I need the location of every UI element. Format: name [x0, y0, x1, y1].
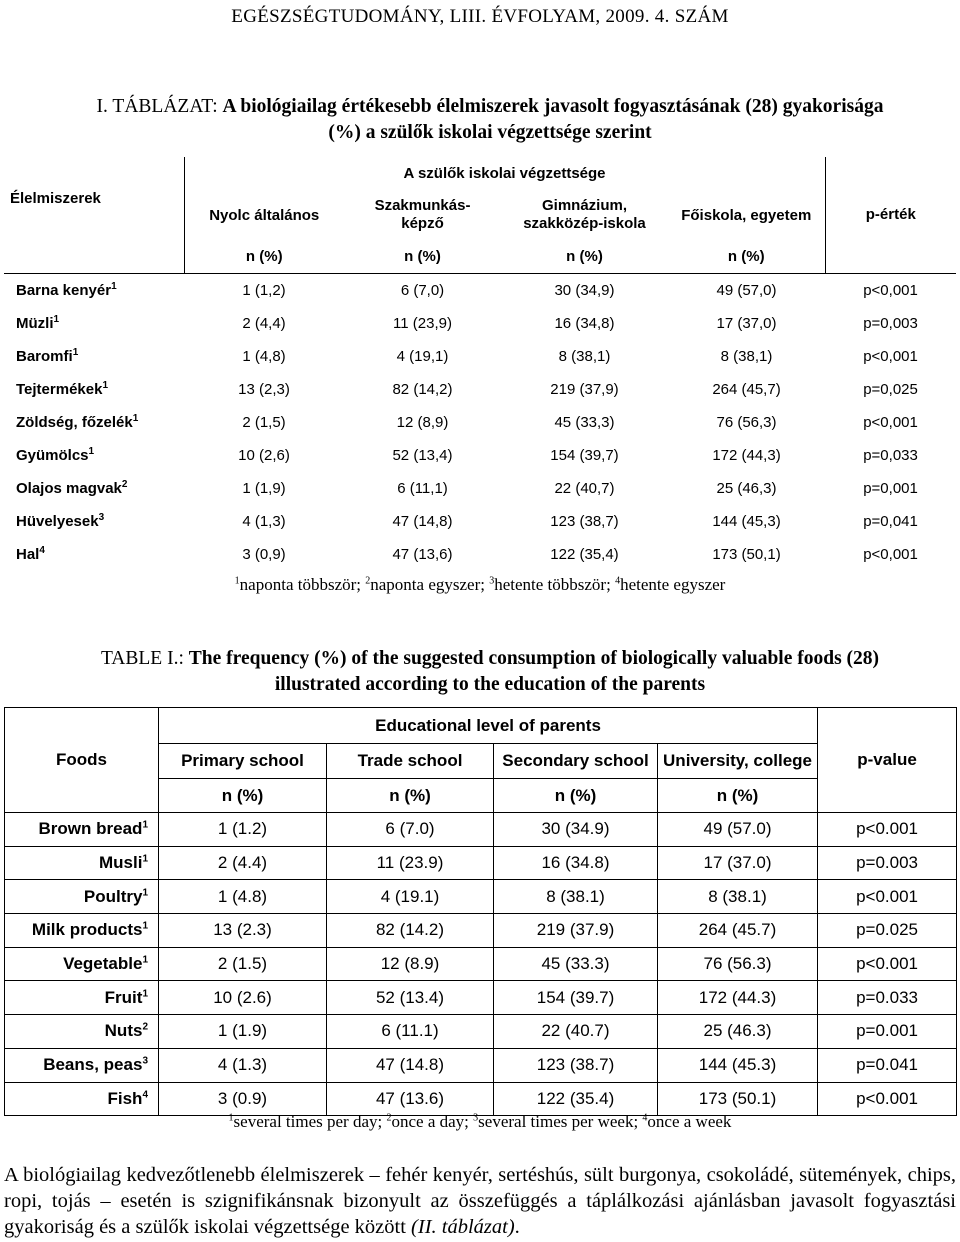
food-name: Brown bread [38, 819, 143, 839]
food-name: Vegetable [63, 954, 143, 974]
food-footnote-mark: 1 [88, 445, 95, 457]
food-footnote-mark: 3 [98, 511, 105, 523]
food-cell [5, 1082, 159, 1116]
table-en-title-line2: illustrated according to the education of the parents [274, 674, 706, 695]
food-name: Musli [98, 853, 143, 873]
value-cell: 173 (50.1) [658, 1082, 818, 1116]
food-footnote-mark: 2 [142, 1021, 148, 1033]
journal-header: EGÉSZSÉGTUDOMÁNY, LIII. ÉVFOLYAM, 2009. 4. SZÁM [231, 6, 729, 27]
table-hu-title-line2: (%) a szülők iskolai végzettsége szerint [328, 122, 652, 143]
value-cell: 264 (45.7) [658, 914, 818, 948]
value-cell: 6 (7,0) [344, 273, 501, 307]
value-cell: 1 (1,2) [184, 273, 344, 307]
food-footnote-mark: 1 [142, 819, 148, 831]
value-cell: 123 (38.7) [494, 1048, 658, 1082]
value-cell: 2 (4,4) [242, 314, 286, 332]
value-cell: 13 (2.3) [159, 914, 327, 948]
value-cell: 122 (35.4) [494, 1082, 658, 1116]
table-en-title-line1: The frequency (%) of the suggested consumption of biologically valuable foods (28) [188, 648, 880, 669]
value-cell: 1 (4,8) [242, 347, 286, 365]
value-cell: 6 (7.0) [327, 813, 494, 847]
food-footnote-mark: 4 [142, 1089, 148, 1101]
table-row [5, 846, 957, 880]
value-cell: 12 (8.9) [327, 947, 494, 981]
value-cell: 17 (37.0) [658, 846, 818, 880]
food-cell [4, 307, 184, 340]
value-cell: 16 (34,8) [554, 314, 615, 332]
table-en-col-food: Foods [5, 708, 159, 813]
table-en-group-header: Educational level of parents [159, 708, 818, 744]
value-cell: 22 (40.7) [494, 1015, 658, 1049]
table-en-title [40, 646, 940, 698]
value-cell: 76 (56.3) [658, 947, 818, 981]
value-cell: 3 (0,9) [242, 545, 286, 563]
food-footnote-mark: 1 [142, 853, 148, 865]
table-row [5, 1048, 957, 1082]
value-cell: 47 (13,6) [392, 545, 453, 563]
table-hu-title [40, 94, 940, 146]
food-footnote-mark: 3 [142, 1055, 148, 1067]
paragraph-text: A biológiailag kedvezőtlenebb élelmiszerek – fehér kenyér, sertéshús, sült burgonya, csokoládé, sütemények, chips, ropi, tojás – esetén is szignifikánsnak bizonyult az összefüggés a táplálkozási ajánlásban javasolt fogyasztási gyakoriság és a szülők iskolai végzettsége között [4, 1164, 956, 1238]
table-row [4, 307, 956, 340]
p-value-cell: p=0.033 [818, 981, 957, 1015]
p-value-cell: p<0,001 [825, 273, 956, 307]
body-paragraph [4, 1162, 956, 1240]
footnote-text: hetente egyszer [620, 575, 726, 594]
table-hu-col3 [501, 190, 668, 240]
value-cell: 144 (45.3) [658, 1048, 818, 1082]
value-cell: 122 (35,4) [550, 545, 619, 563]
value-cell: 154 (39,7) [550, 446, 619, 464]
food-name: Poultry [83, 886, 143, 906]
p-value-cell: p=0.001 [818, 1015, 957, 1049]
food-cell [4, 505, 184, 538]
p-value-cell: p<0,001 [863, 347, 918, 365]
paragraph-end: . [514, 1216, 520, 1238]
food-name: Olajos magvak [16, 479, 122, 497]
food-cell [4, 273, 184, 307]
food-cell [4, 340, 184, 373]
p-value-cell: p=0.041 [818, 1048, 957, 1082]
table-row [4, 439, 956, 472]
table-hu-col2 [344, 190, 501, 240]
p-value-cell: p=0,041 [863, 512, 918, 530]
value-cell: 2 (1.5) [159, 947, 327, 981]
table-hu-unit-1: n (%) [245, 247, 283, 265]
food-footnote-mark: 1 [142, 954, 148, 966]
table-hu-col3-line2: szakközép-iskola [523, 215, 646, 232]
p-value-cell: p<0,001 [863, 413, 918, 431]
p-value-cell: p<0.001 [818, 1082, 957, 1116]
table-row [4, 340, 956, 373]
food-cell [4, 439, 184, 472]
value-cell: 1 (1.9) [159, 1015, 327, 1049]
value-cell: 10 (2,6) [238, 446, 290, 464]
table-hu-col2-line1: Szakmunkás- [374, 197, 471, 214]
p-value-cell: p=0.025 [818, 914, 957, 948]
value-cell: 172 (44.3) [658, 981, 818, 1015]
table-hu-unit-3: n (%) [566, 247, 603, 265]
table-hu-unit-2: n (%) [404, 247, 441, 265]
value-cell: 2 (4.4) [159, 846, 327, 880]
food-cell [5, 914, 159, 948]
table-hu [4, 157, 956, 571]
value-cell: 219 (37,9) [550, 380, 619, 398]
table-row [4, 538, 956, 571]
food-cell [5, 846, 159, 880]
paragraph-table-reference: (II. táblázat) [411, 1216, 515, 1238]
food-name: Beans, peas [43, 1055, 143, 1075]
food-footnote-mark: 4 [39, 544, 45, 556]
table-row [5, 880, 957, 914]
food-cell [5, 947, 159, 981]
food-cell [5, 1015, 159, 1049]
value-cell: 49 (57.0) [658, 813, 818, 847]
value-cell: 4 (1,3) [242, 512, 286, 530]
p-value-cell: p=0,025 [863, 380, 918, 398]
value-cell: 6 (11.1) [327, 1015, 494, 1049]
table-hu-unit-4: n (%) [727, 247, 765, 265]
table-row [5, 947, 957, 981]
food-footnote-mark: 1 [111, 280, 117, 292]
table-hu-footnote [0, 575, 960, 595]
footnote-sup: 1 [234, 575, 240, 587]
footnote-sup: 4 [642, 1112, 648, 1124]
footnote-sup: 3 [489, 575, 495, 587]
value-cell: 2 (1,5) [242, 413, 286, 431]
food-cell [5, 981, 159, 1015]
table-row [5, 914, 957, 948]
value-cell: 8 (38.1) [494, 880, 658, 914]
food-name: Barna kenyér [16, 281, 112, 299]
value-cell: 49 (57,0) [668, 273, 825, 307]
p-value-cell: p=0,003 [863, 314, 918, 332]
value-cell: 173 (50,1) [712, 545, 781, 563]
food-name: Hal [16, 545, 40, 563]
value-cell: 45 (33,3) [554, 413, 615, 431]
food-name: Müzli [16, 314, 54, 332]
food-footnote-mark: 1 [132, 412, 139, 424]
footnote-sup: 3 [473, 1112, 479, 1124]
food-cell [5, 813, 159, 847]
value-cell: 47 (14.8) [327, 1048, 494, 1082]
p-value-cell: p<0.001 [818, 947, 957, 981]
table-hu-col2-line2: képző [401, 215, 444, 232]
table-en-col4: University, college [658, 744, 818, 779]
value-cell: 13 (2,3) [238, 380, 290, 398]
footnote-text: once a week [647, 1112, 732, 1131]
food-name: Fruit [104, 987, 143, 1007]
table-hu-title-prefix: I. TÁBLÁZAT: [96, 96, 218, 117]
table-row [4, 505, 956, 538]
table-hu-col-food: Élelmiszerek [4, 157, 184, 240]
table-hu-col1: Nyolc általános [209, 206, 320, 224]
value-cell: 30 (34.9) [494, 813, 658, 847]
p-value-cell: p<0.001 [818, 880, 957, 914]
footnote-sup: 2 [365, 575, 371, 587]
value-cell: 82 (14.2) [327, 914, 494, 948]
footnote-sup: 1 [228, 1112, 234, 1124]
food-cell [4, 538, 184, 571]
value-cell: 82 (14,2) [392, 380, 453, 398]
value-cell: 47 (13.6) [327, 1082, 494, 1116]
value-cell: 10 (2.6) [159, 981, 327, 1015]
table-row [5, 1082, 957, 1116]
value-cell: 16 (34.8) [494, 846, 658, 880]
table-en-unit-3: n (%) [494, 779, 658, 813]
table-en-footnote [0, 1112, 960, 1132]
food-name: Baromfi [16, 347, 73, 365]
table-hu-title-line1: A biológiailag értékesebb élelmiszerek javasolt fogyasztásának (28) gyakorisága [222, 96, 884, 117]
table-en-col1: Primary school [159, 744, 327, 779]
table-en [4, 707, 957, 1116]
footnote-sup: 4 [615, 575, 621, 587]
table-row [4, 472, 956, 505]
value-cell: 76 (56,3) [716, 413, 777, 431]
p-value-cell: p=0.003 [818, 846, 957, 880]
value-cell: 52 (13,4) [392, 446, 453, 464]
value-cell: 12 (8,9) [396, 413, 449, 431]
value-cell: 25 (46,3) [716, 479, 777, 497]
food-name: Gyümölcs [16, 446, 89, 464]
value-cell: 8 (38,1) [720, 347, 773, 365]
table-row [5, 813, 957, 847]
footnote-text: naponta többször; [239, 575, 366, 594]
table-en-unit-4: n (%) [658, 779, 818, 813]
value-cell: 17 (37,0) [716, 314, 777, 332]
food-name: Milk products [31, 920, 143, 940]
food-footnote-mark: 1 [53, 313, 60, 325]
food-footnote-mark: 1 [102, 379, 109, 391]
food-footnote-mark: 1 [142, 988, 148, 1000]
table-en-unit-1: n (%) [159, 779, 327, 813]
value-cell: 219 (37.9) [494, 914, 658, 948]
p-value-cell: p=0,001 [863, 479, 918, 497]
value-cell: 123 (38,7) [550, 512, 619, 530]
table-hu-group-header: A szülők iskolai végzettsége [403, 165, 606, 182]
food-footnote-mark: 2 [121, 478, 128, 490]
value-cell: 4 (1.3) [159, 1048, 327, 1082]
value-cell: 3 (0.9) [159, 1082, 327, 1116]
food-cell [4, 472, 184, 505]
food-footnote-mark: 1 [142, 887, 148, 899]
table-en-col-p: p-value [818, 708, 957, 813]
table-hu-col-p: p-érték [825, 157, 956, 273]
food-footnote-mark: 1 [72, 346, 79, 358]
value-cell: 11 (23.9) [327, 846, 494, 880]
table-en-col3: Secondary school [494, 744, 658, 779]
footnote-text: once a day; [391, 1112, 474, 1131]
value-cell: 8 (38,1) [558, 347, 611, 365]
p-value-cell: p<0,001 [863, 545, 918, 563]
value-cell: 154 (39.7) [494, 981, 658, 1015]
food-name: Tejtermékek [16, 380, 103, 398]
food-cell [4, 406, 184, 439]
table-hu-col3-line1: Gimnázium, [541, 197, 627, 214]
value-cell: 11 (23,9) [393, 314, 452, 332]
table-row [4, 373, 956, 406]
footnote-text: hetente többször; [494, 575, 616, 594]
value-cell: 30 (34,9) [501, 273, 668, 307]
footnote-text: naponta egyszer; [370, 575, 490, 594]
value-cell: 144 (45,3) [712, 512, 781, 530]
value-cell: 1 (4.8) [159, 880, 327, 914]
table-row [4, 273, 956, 307]
table-en-col2: Trade school [327, 744, 494, 779]
value-cell: 172 (44,3) [712, 446, 781, 464]
food-cell [5, 1048, 159, 1082]
food-footnote-mark: 1 [142, 920, 148, 932]
table-row [5, 981, 957, 1015]
table-en-title-prefix: TABLE I.: [100, 648, 184, 669]
value-cell: 22 (40,7) [554, 479, 615, 497]
value-cell: 1 (1.2) [159, 813, 327, 847]
value-cell: 47 (14,8) [392, 512, 453, 530]
food-name: Hüvelyesek [16, 512, 99, 530]
value-cell: 45 (33.3) [494, 947, 658, 981]
table-en-unit-2: n (%) [327, 779, 494, 813]
value-cell: 52 (13.4) [327, 981, 494, 1015]
food-name: Fish [107, 1088, 143, 1108]
p-value-cell: p=0,033 [863, 446, 918, 464]
table-hu-col4: Főiskola, egyetem [681, 206, 812, 224]
table-row [4, 406, 956, 439]
table-row [5, 1015, 957, 1049]
value-cell: 4 (19.1) [327, 880, 494, 914]
value-cell: 8 (38.1) [658, 880, 818, 914]
value-cell: 264 (45,7) [712, 380, 781, 398]
value-cell: 1 (1,9) [242, 479, 286, 497]
food-cell [4, 373, 184, 406]
food-name: Zöldség, főzelék [16, 413, 133, 431]
footnote-text: several times per day; [233, 1112, 387, 1131]
food-cell [5, 880, 159, 914]
value-cell: 4 (19,1) [396, 347, 449, 365]
value-cell: 25 (46.3) [658, 1015, 818, 1049]
footnote-sup: 2 [386, 1112, 392, 1124]
p-value-cell: p<0.001 [818, 813, 957, 847]
food-name: Nuts [104, 1021, 143, 1041]
value-cell: 6 (11,1) [397, 479, 448, 497]
footnote-text: several times per week; [478, 1112, 643, 1131]
